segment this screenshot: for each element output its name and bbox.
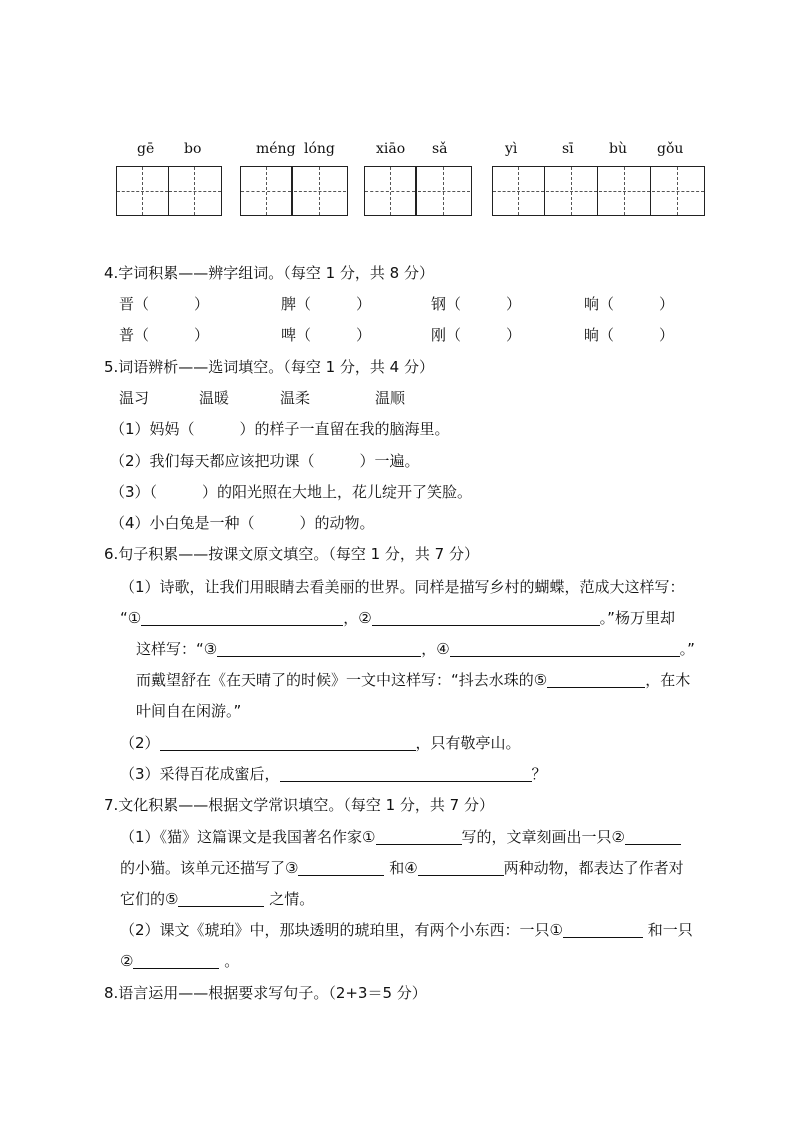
q6-p1-line4 — [136, 669, 690, 690]
q4-r2-c4[interactable]: 晌（ ） — [584, 326, 675, 344]
q6-p3 — [120, 763, 547, 784]
writing-cell[interactable] — [599, 167, 651, 215]
writing-cell[interactable] — [493, 167, 545, 215]
q4-r1-c1[interactable]: 晋（ ） — [119, 295, 210, 313]
q7-text: 和④ — [384, 859, 418, 877]
q6-text: ，在木 — [645, 671, 691, 689]
writing-box-yisibugou[interactable] — [492, 166, 705, 216]
pinyin-meng: méng — [256, 141, 296, 157]
pinyin-xiao: xiāo — [376, 141, 406, 157]
q5-word-2: 温暖 — [199, 389, 230, 407]
q6-text: ，只有敬亭山。 — [415, 734, 521, 752]
q8-title: 8.语言运用——根据要求写句子。（2+3＝5 分） — [104, 984, 427, 1002]
q7-text: 它们的⑤ — [120, 890, 179, 908]
q6-text: 。”杨万里却 — [599, 609, 675, 627]
q7-text: （2）课文《琥珀》中，那块透明的琥珀里，有两个小东西：一只① — [120, 921, 563, 939]
q6-blank-6[interactable] — [160, 735, 416, 751]
writing-box-menglong[interactable] — [240, 166, 348, 216]
pinyin-long: lóng — [304, 141, 335, 157]
writing-cell[interactable] — [169, 167, 221, 215]
q6-p1-line5: 叶间自在闲游。” — [136, 702, 242, 720]
q6-text: （2） — [120, 734, 160, 752]
q7-text: 的小猫。该单元还描写了③ — [120, 859, 299, 877]
q6-text: 。” — [679, 640, 695, 658]
q6-text: 而戴望舒在《在天晴了的时候》一文中这样写：“抖去水珠的⑤ — [136, 671, 548, 689]
writing-cell[interactable] — [294, 167, 346, 215]
pinyin-yi: yì — [505, 141, 518, 157]
writing-cell[interactable] — [241, 167, 293, 215]
q7-line2 — [120, 857, 684, 878]
q7-title: 7.文化积累——根据文学常识填空。（每空 1 分，共 7 分） — [104, 796, 494, 814]
q7-text: 和一只 — [643, 921, 693, 939]
pinyin-bu: bù — [609, 141, 627, 157]
pinyin-gou: gǒu — [657, 141, 684, 157]
q4-title: 4.字词积累——辨字组词。（每空 1 分，共 8 分） — [104, 264, 434, 282]
pinyin-si: sī — [562, 141, 574, 157]
pinyin-ge: gē — [137, 141, 155, 157]
q4-r1-c3[interactable]: 钢（ ） — [431, 295, 522, 313]
q7-blank-7[interactable] — [133, 953, 219, 969]
q6-blank-4[interactable] — [450, 641, 680, 657]
q5-sentence-3[interactable]: （3）（ ）的阳光照在大地上，花儿绽开了笑脸。 — [110, 483, 473, 501]
q7-blank-4[interactable] — [418, 860, 504, 876]
q7-line5 — [120, 950, 239, 971]
q6-p2 — [120, 732, 521, 753]
writing-box-gebo[interactable] — [116, 166, 222, 216]
q4-r2-c3[interactable]: 刚（ ） — [431, 326, 522, 344]
q7-blank-3[interactable] — [298, 860, 384, 876]
writing-cell[interactable] — [418, 167, 470, 215]
writing-cell[interactable] — [652, 167, 704, 215]
writing-cell[interactable] — [365, 167, 417, 215]
q5-sentence-4[interactable]: （4）小白兔是一种（ ）的动物。 — [110, 514, 375, 532]
pinyin-bo: bo — [184, 141, 202, 157]
q6-p1-line3 — [136, 638, 695, 659]
q4-r1-c4[interactable]: 响（ ） — [584, 295, 675, 313]
q4-r1-c2[interactable]: 脾（ ） — [281, 295, 372, 313]
writing-box-xiaosa[interactable] — [364, 166, 472, 216]
q6-title: 6.句子积累——按课文原文填空。（每空 1 分，共 7 分） — [104, 545, 479, 563]
q5-word-3: 温柔 — [280, 389, 311, 407]
q5-title: 5.词语辨析——选词填空。（每空 1 分，共 4 分） — [104, 358, 434, 376]
pinyin-sa: sǎ — [432, 141, 448, 157]
q7-line4 — [120, 919, 693, 940]
q6-blank-2[interactable] — [372, 610, 600, 626]
q6-text: ？ — [531, 765, 547, 783]
q6-text: “① — [120, 609, 142, 627]
q7-line1 — [120, 826, 681, 847]
q6-blank-1[interactable] — [141, 610, 343, 626]
q7-text: （1）《猫》这篇课文是我国著名作家① — [120, 828, 376, 846]
q6-text: ，② — [343, 609, 372, 627]
q7-blank-2[interactable] — [625, 829, 681, 845]
writing-cell[interactable] — [546, 167, 598, 215]
q6-blank-7[interactable] — [280, 766, 532, 782]
q7-blank-6[interactable] — [563, 922, 643, 938]
q7-text: 。 — [219, 952, 240, 970]
q6-blank-3[interactable] — [217, 641, 421, 657]
q6-text: （3）采得百花成蜜后， — [120, 765, 280, 783]
q6-text: ，④ — [421, 640, 450, 658]
q5-sentence-1[interactable]: （1）妈妈（ ）的样子一直留在我的脑海里。 — [110, 420, 450, 438]
q5-sentence-2[interactable]: （2）我们每天都应该把功课（ ）一遍。 — [110, 452, 420, 470]
q7-blank-1[interactable] — [376, 829, 462, 845]
q7-text: 写的，文章刻画出一只② — [461, 828, 625, 846]
q6-p1-line2 — [120, 607, 675, 628]
q7-line3 — [120, 888, 314, 909]
q7-text: 之情。 — [264, 890, 315, 908]
q5-word-4: 温顺 — [375, 389, 406, 407]
q7-blank-5[interactable] — [178, 891, 264, 907]
q7-text: ② — [120, 952, 134, 970]
q5-word-1: 温习 — [119, 389, 150, 407]
q7-text: 两种动物，都表达了作者对 — [503, 859, 684, 877]
writing-cell[interactable] — [117, 167, 169, 215]
q6-blank-5[interactable] — [547, 672, 645, 688]
q6-p1-line1: （1）诗歌，让我们用眼睛去看美丽的世界。同样是描写乡村的蝴蝶，范成大这样写： — [120, 578, 685, 596]
q6-text: 这样写：“③ — [136, 640, 218, 658]
q4-r2-c1[interactable]: 普（ ） — [119, 326, 210, 344]
q4-r2-c2[interactable]: 啤（ ） — [281, 326, 372, 344]
